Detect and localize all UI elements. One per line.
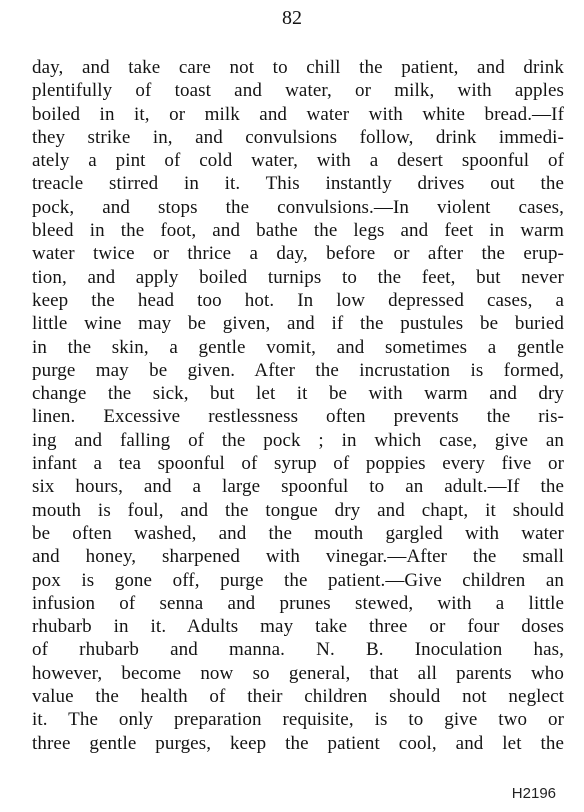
text-line: ing and falling of the pock ; in which case, give an [32, 429, 564, 451]
text-line: little wine may be given, and if the pustules be buried [32, 313, 564, 335]
text-line: plentifully of toast and water, or milk, with apples [32, 80, 564, 102]
text-line: day, and take care not to chill the patient, and drink [32, 57, 564, 78]
text-line: keep the head too hot. In low depressed cases, a [32, 289, 564, 311]
text-line: three gentle purges, keep the patient cool, and let the [32, 732, 564, 754]
text-line: they strike in, and convulsions follow, drink immedi- [32, 126, 564, 148]
text-line: of rhubarb and manna. N. B. Inoculation has, [32, 639, 564, 661]
body-text [32, 56, 564, 755]
text-line: change the sick, but let it be with warm and dry [32, 383, 564, 405]
text-line: pock, and stops the convulsions.—In violent cases, [32, 196, 564, 218]
text-line: purge may be given. After the incrustation is formed, [32, 359, 564, 381]
catalog-id: H2196 [511, 785, 556, 802]
text-line: it. The only preparation requisite, is to give two or [32, 709, 564, 731]
text-line: rhubarb in it. Adults may take three or four doses [32, 616, 564, 638]
text-line: linen. Excessive restlessness often prevents the ris- [32, 406, 564, 428]
text-line: be often washed, and the mouth gargled with water [32, 522, 564, 544]
text-line: water twice or thrice a day, before or after the erup- [32, 243, 564, 265]
text-line: six hours, and a large spoonful to an adult.—If the [32, 476, 564, 498]
text-line: infant a tea spoonful of syrup of poppies every five or [32, 453, 564, 475]
text-line: boiled in it, or milk and water with white bread.—If [32, 103, 564, 125]
text-line: tion, and apply boiled turnips to the feet, but never [32, 266, 564, 288]
text-line: ately a pint of cold water, with a desert spoonful of [32, 150, 564, 172]
text-line: mouth is foul, and the tongue dry and chapt, it should [32, 499, 564, 521]
text-line: and honey, sharpened with vinegar.—After the small [32, 546, 564, 568]
text-line: however, become now so general, that all parents who [32, 662, 564, 684]
text-line: value the health of their children should not neglect [32, 686, 564, 708]
page-number: 82 [282, 7, 302, 29]
text-line: bleed in the foot, and bathe the legs and feet in warm [32, 220, 564, 242]
text-line: infusion of senna and prunes stewed, with a little [32, 592, 564, 614]
text-line: in the skin, a gentle vomit, and sometimes a gentle [32, 336, 564, 358]
text-line: pox is gone off, purge the patient.—Give children an [32, 569, 564, 591]
text-line: treacle stirred in it. This instantly drives out the [32, 173, 564, 195]
